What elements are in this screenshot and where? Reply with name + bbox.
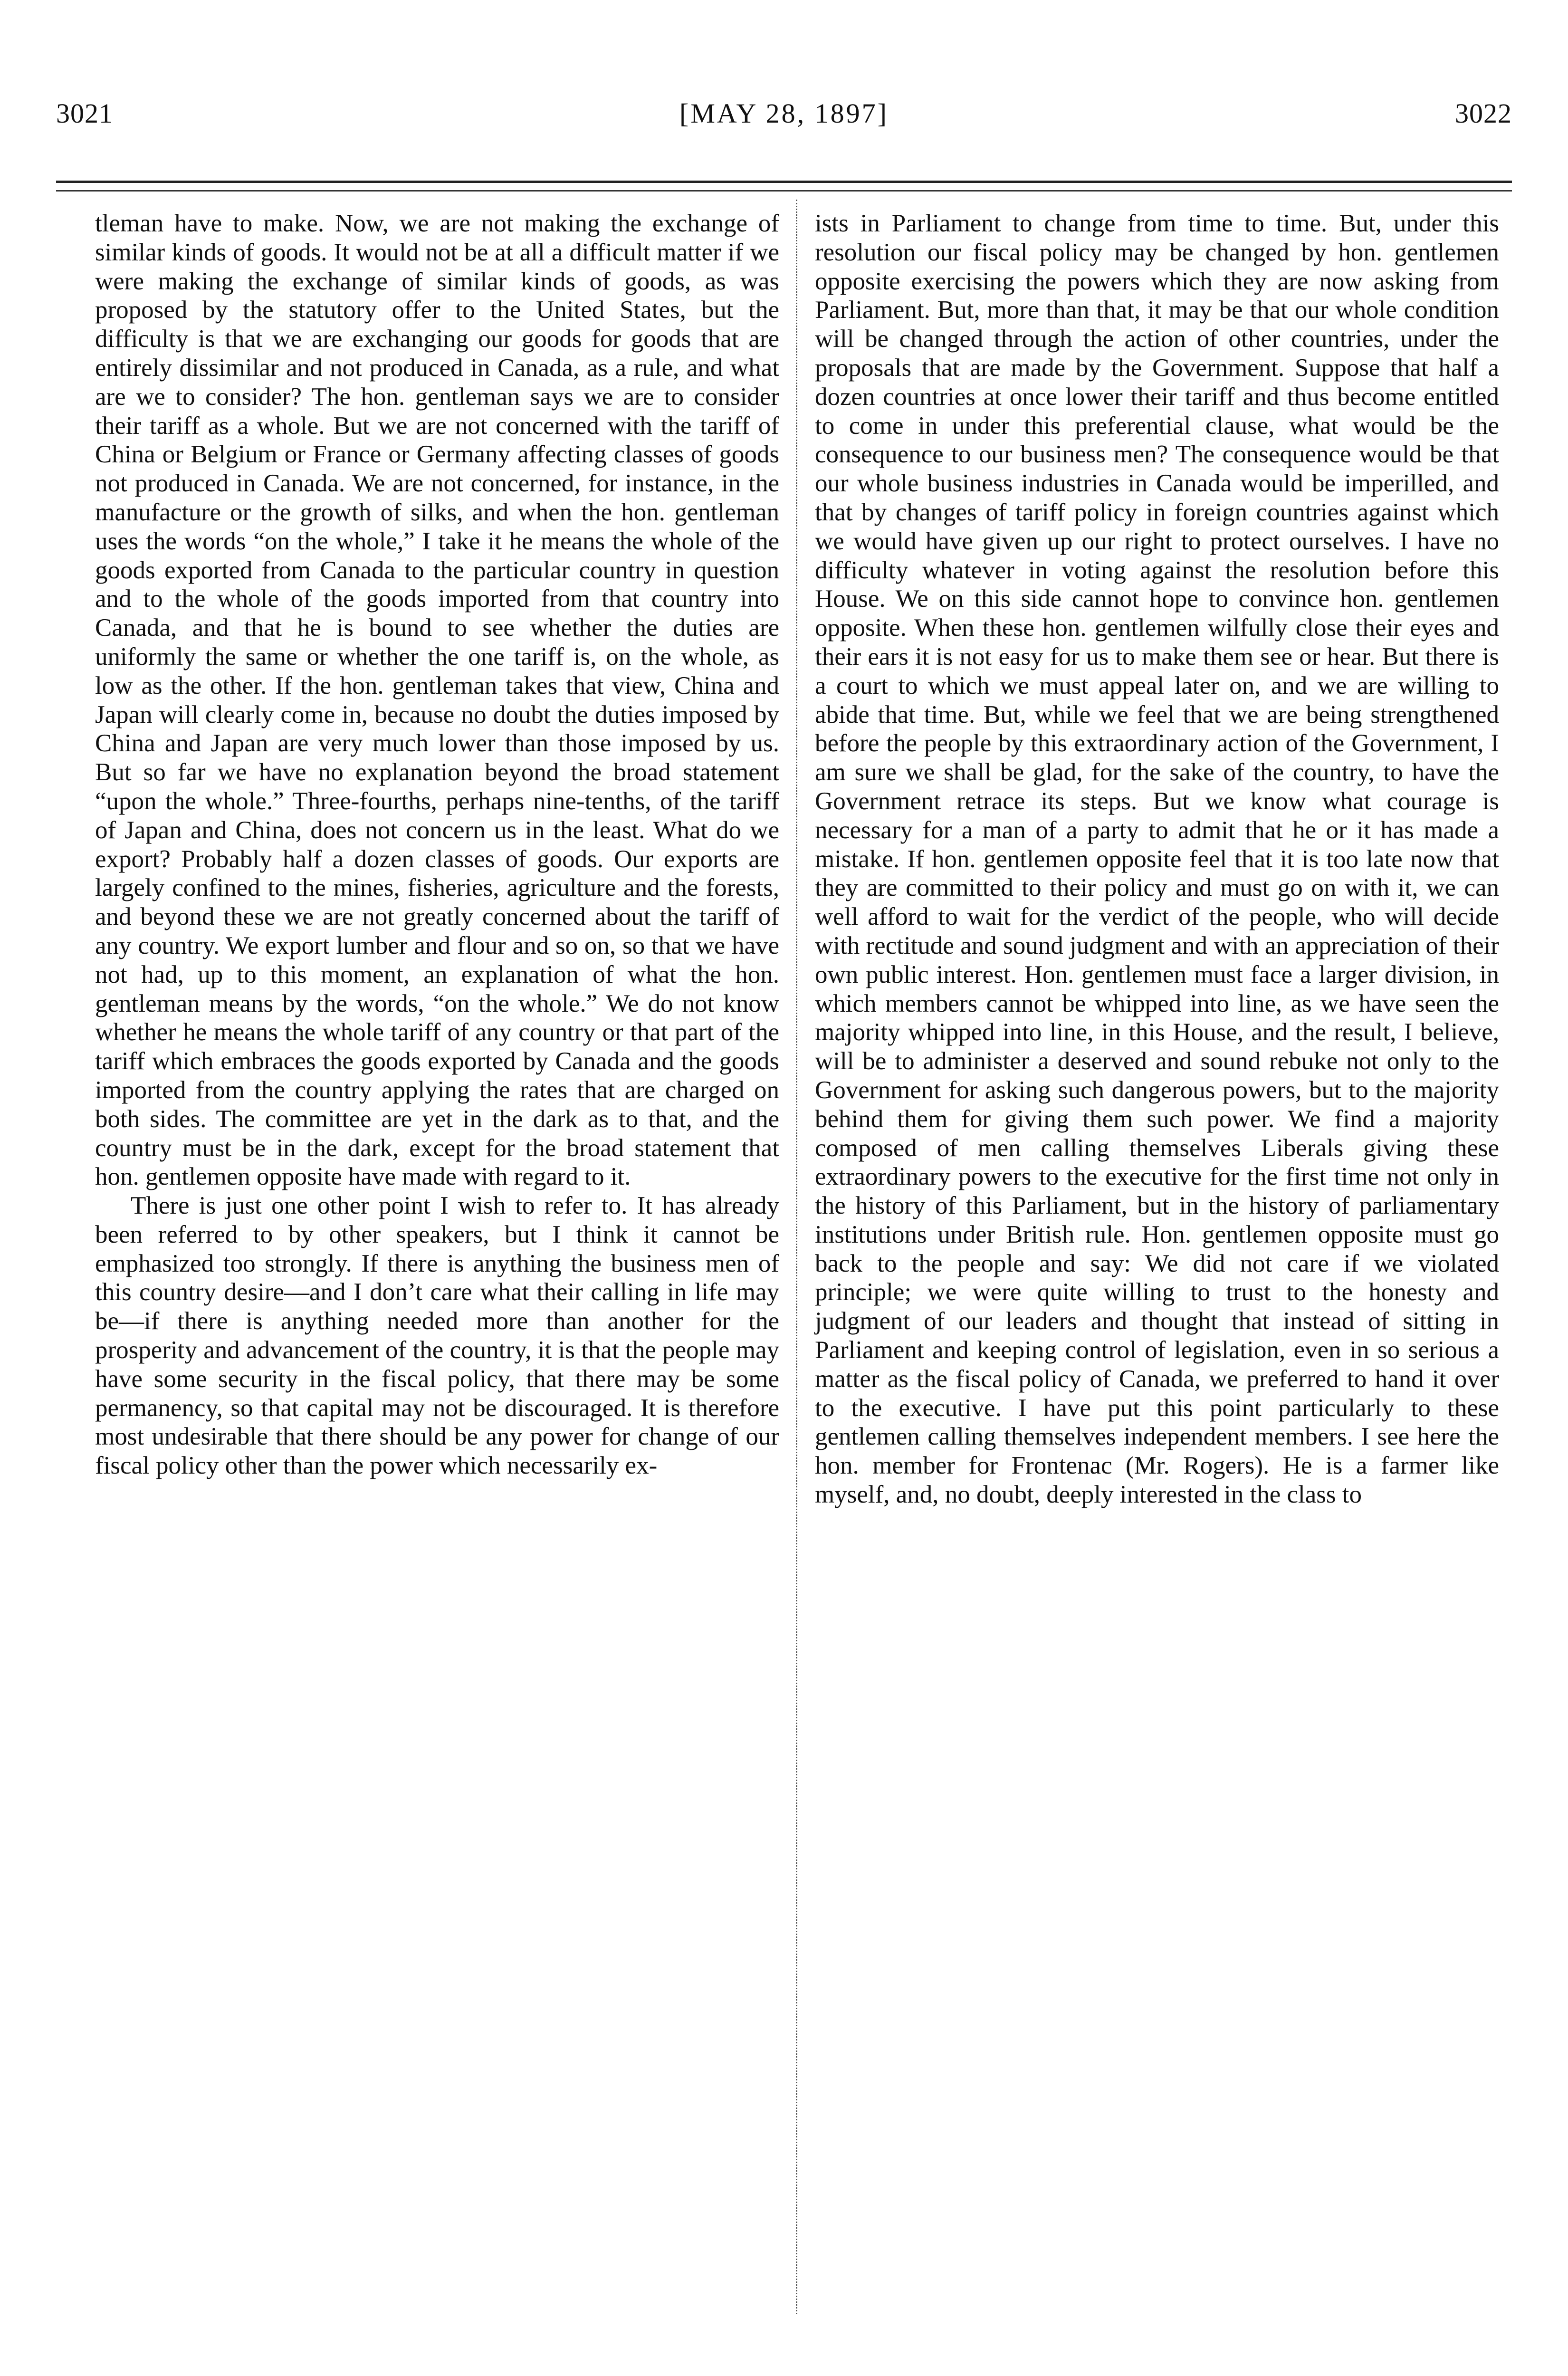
page-number-left: 3021 <box>56 98 113 129</box>
header-rule-thin <box>56 190 1512 192</box>
header-rule-thick <box>56 181 1512 183</box>
page-date: [MAY 28, 1897] <box>679 98 889 129</box>
paragraph: There is just one other point I wish to refer to. It has already been referred to by other speakers, but I think it cannot be emphasized too strongly. If there is anything the business men of this country desire—and I don’t care what their calling in life may be—if there is anything needed more than another for the prosperity and advancement of the country, it is that the people may have some security in the fiscal policy, that there may be some permanency, so that capital may not be discouraged. It is therefore most undesirable that there should be any power for change of our fiscal policy other than the power which necessarily ex- <box>95 1192 779 1480</box>
page-number-right: 3022 <box>1455 98 1512 129</box>
text-column-right <box>815 209 1499 1509</box>
paragraph: tleman have to make. Now, we are not making the exchange of similar kinds of goods. It would not be at all a difficult matter if we were making the exchange of similar kinds of goods, as was proposed by the statutory offer to the United States, but the difficulty is that we are exchanging our goods for goods that are entirely dissimilar and not produced in Canada, as a rule, and what are we to consider? The hon. gentleman says we are to consider their tariff as a whole. But we are not concerned with the tariff of China or Belgium or France or Germany affecting classes of goods not produced in Canada. We are not concerned, for instance, in the manufacture or the growth of silks, and when the hon. gentleman uses the words “on the whole,” I take it he means the whole of the goods exported from Canada to the particular country in question and to the whole of the goods imported from that country into Canada, and that he is bound to see whether the duties are uniformly the same or whether the one tariff is, on the whole, as low as the other. If the hon. gentleman takes that view, China and Japan will clearly come in, because no doubt the duties imposed by China and Japan are very much lower than those imposed by us. But so far we have no explanation beyond the broad statement “upon the whole.” Three-fourths, perhaps nine-tenths, of the tariff of Japan and China, does not concern us in the least. What do we export? Probably half a dozen classes of goods. Our exports are largely confined to the mines, fisheries, agriculture and the forests, and beyond these we are not greatly concerned about the tariff of any country. We export lumber and flour and so on, so that we have not had, up to this moment, an explanation of what the hon. gentleman means by the words, “on the whole.” We do not know whether he means the whole tariff of any country or that part of the tariff which embraces the goods exported by Canada and the goods imported from the country applying the rates that are charged on both sides. The committee are yet in the dark as to that, and the country must be in the dark, except for the broad statement that hon. gentlemen opposite have made with regard to it. <box>95 210 779 1191</box>
page-header <box>56 97 1512 140</box>
text-column-left <box>95 209 779 1480</box>
column-divider <box>796 200 797 2314</box>
paragraph: ists in Parliament to change from time to time. But, under this resolution our fiscal policy may be changed by hon. gentlemen opposite exercising the powers which they are now asking from Parliament. But, more than that, it may be that our whole condition will be changed through the action of other countries, under the proposals that are made by the Government. Suppose that half a dozen countries at once lower their tariff and thus become entitled to come in under this preferential clause, what would be the consequence to our business men? The consequence would be that our whole business industries in Canada would be imperilled, and that by changes of tariff policy in foreign countries against which we would have given up our right to protect ourselves. I have no difficulty whatever in voting against the resolution before this House. We on this side cannot hope to convince hon. gentlemen opposite. When these hon. gentlemen wilfully close their eyes and their ears it is not easy for us to make them see or hear. But there is a court to which we must appeal later on, and we are willing to abide that time. But, while we feel that we are being strengthened before the people by this extraordinary action of the Government, I am sure we shall be glad, for the sake of the country, to have the Government retrace its steps. But we know what courage is necessary for a man of a party to admit that he or it has made a mistake. If hon. gentlemen opposite feel that it is too late now that they are committed to their policy and must go on with it, we can well afford to wait for the verdict of the people, who will decide with rectitude and sound judgment and with an appreciation of their own public interest. Hon. gentlemen must face a larger division, in which members cannot be whipped into line, as we have seen the majority whipped into line, in this House, and the result, I believe, will be to administer a deserved and sound rebuke not only to the Government for asking such dangerous powers, but to the majority behind them for giving them such power. We find a majority composed of men calling themselves Liberals giving these extraordinary powers to the executive for the first time not only in the history of this Parliament, but in the history of parliamentary institutions under British rule. Hon. gentlemen opposite must go back to the people and say: We did not care if we violated principle; we were quite willing to trust to the honesty and judgment of our leaders and thought that instead of sitting in Parliament and keeping control of legislation, even in so serious a matter as the fiscal policy of Canada, we preferred to hand it over to the executive. I have put this point particularly to these gentlemen calling themselves independent members. I see here the hon. member for Frontenac (Mr. Rogers). He is a farmer like myself, and, no doubt, deeply interested in the class to <box>815 210 1499 1509</box>
